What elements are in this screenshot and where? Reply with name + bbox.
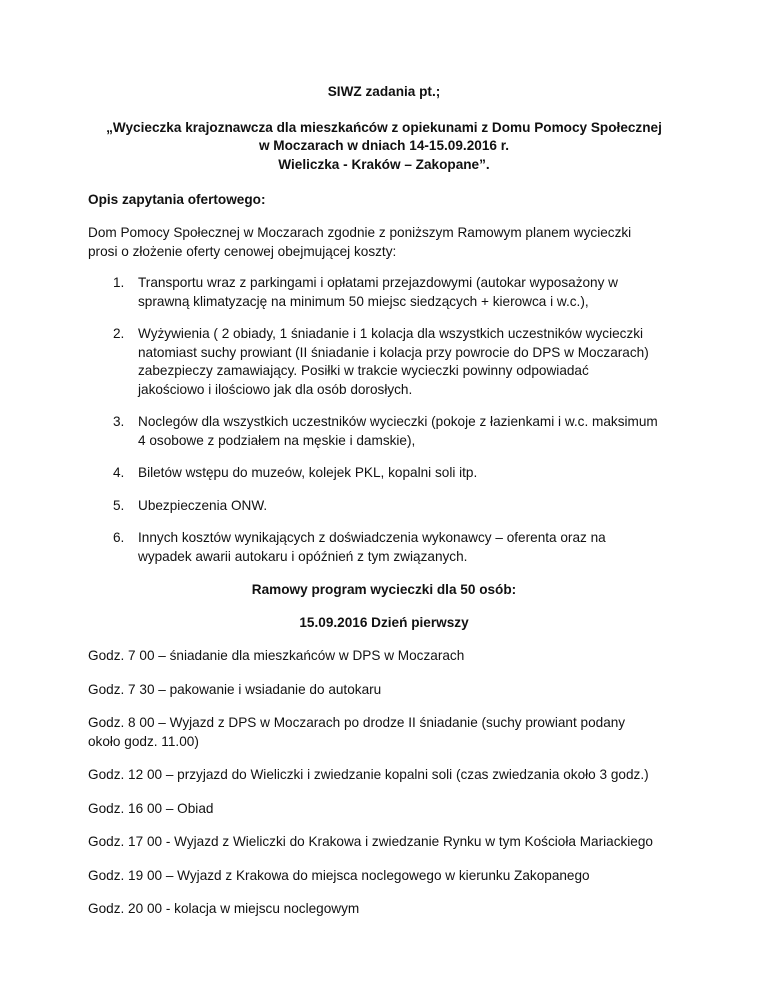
list-item-line: Ubezpieczenia ONW. — [138, 497, 268, 513]
document-header — [60, 83, 708, 174]
requirements-list — [88, 274, 728, 580]
intro-paragraph — [88, 224, 688, 261]
schedule-line: Godz. 8 00 – Wyjazd z DPS w Moczarach po drodze II śniadanie (suchy prowiant podany — [88, 715, 626, 730]
day-heading: 15.09.2016 Dzień pierwszy — [299, 615, 469, 630]
list-item — [88, 529, 728, 566]
list-item — [88, 497, 728, 516]
siwz-heading: SIWZ zadania pt.; — [327, 84, 441, 99]
list-item — [88, 274, 728, 311]
program-heading: Ramowy program wycieczki dla 50 osób: — [251, 582, 517, 597]
list-item — [88, 464, 728, 483]
list-number: 4. — [113, 465, 125, 480]
schedule-line: Godz. 12 00 – przyjazd do Wieliczki i zwiedzanie kopalni soli (czas zwiedzania około 3 godz.) — [88, 767, 649, 782]
schedule-item — [88, 800, 688, 819]
list-item-line: natomiast suchy prowiant (II śniadanie i kolacja przy powrocie do DPS w Moczarach) — [138, 344, 649, 360]
intro-line: prosi o złożenie oferty cenowej obejmującej koszty: — [88, 243, 397, 259]
schedule-line: Godz. 20 00 - kolacja w miejscu noclegowym — [88, 901, 360, 916]
section-heading: Opis zapytania ofertowego: — [88, 192, 266, 207]
list-item-line: sprawną klimatyzację na minimum 50 miejsc siedzących + kierowca i w.c.), — [138, 293, 589, 309]
schedule-item — [88, 900, 688, 919]
schedule-line: około godz. 11.00) — [88, 733, 199, 749]
schedule-item — [88, 867, 688, 886]
list-number: 3. — [113, 414, 125, 429]
schedule-item — [88, 833, 688, 852]
list-item-line: zabezpieczy zamawiający. Posiłki w trakcie wycieczki powinny odpowiadać — [138, 363, 589, 378]
schedule-line: Godz. 16 00 – Obiad — [88, 800, 214, 816]
list-item-line: wypadek awarii autokaru i opóźnień z tym związanych. — [138, 548, 468, 564]
list-number: 5. — [113, 497, 125, 513]
list-number: 6. — [113, 530, 125, 545]
list-item-line: Innych kosztów wynikających z doświadczenia wykonawcy – oferenta oraz na — [138, 530, 606, 545]
list-item-line: Biletów wstępu do muzeów, kolejek PKL, kopalni soli itp. — [138, 465, 478, 480]
schedule-line: Godz. 19 00 – Wyjazd z Krakowa do miejsca noclegowego w kierunku Zakopanego — [88, 867, 590, 883]
schedule-line: Godz. 7 30 – pakowanie i wsiadanie do autokaru — [88, 681, 382, 697]
schedule-item — [88, 766, 688, 785]
trip-title-line: w Moczarach w dniach 14-15.09.2016 r. — [258, 138, 510, 153]
schedule-line: Godz. 7 00 – śniadanie dla mieszkańców w DPS w Moczarach — [88, 648, 465, 663]
trip-title-line: „Wycieczka krajoznawcza dla mieszkańców z opiekunami z Domu Pomocy Społecznej — [106, 119, 662, 135]
schedule-list — [88, 647, 688, 934]
trip-title — [60, 119, 708, 175]
list-item-line: Wyżywienia ( 2 obiady, 1 śniadanie i 1 kolacja dla wszystkich uczestników wycieczki — [138, 326, 644, 341]
list-number: 2. — [113, 326, 125, 341]
schedule-item — [88, 714, 688, 751]
list-item-line: jakościowo i ilościowo jak dla osób dorosłych. — [138, 381, 413, 397]
schedule-item — [88, 647, 688, 666]
list-item-line: 4 osobowe z podziałem na męskie i damskie), — [138, 432, 416, 448]
intro-line: Dom Pomocy Społecznej w Moczarach zgodnie z poniższym Ramowym planem wycieczki — [88, 225, 632, 240]
schedule-item — [88, 681, 688, 700]
list-item — [88, 325, 728, 399]
list-item — [88, 413, 728, 450]
list-item-line: Noclegów dla wszystkich uczestników wycieczki (pokoje z łazienkami i w.c. maksimum — [138, 414, 658, 429]
list-number: 1. — [113, 275, 125, 290]
schedule-line: Godz. 17 00 - Wyjazd z Wieliczki do Krakowa i zwiedzanie Rynku w tym Kościoła Mariackiego — [88, 834, 653, 849]
trip-title-line: Wieliczka - Kraków – Zakopane”. — [278, 156, 490, 172]
list-item-line: Transportu wraz z parkingami i opłatami przejazdowymi (autokar wyposażony w — [138, 275, 618, 290]
